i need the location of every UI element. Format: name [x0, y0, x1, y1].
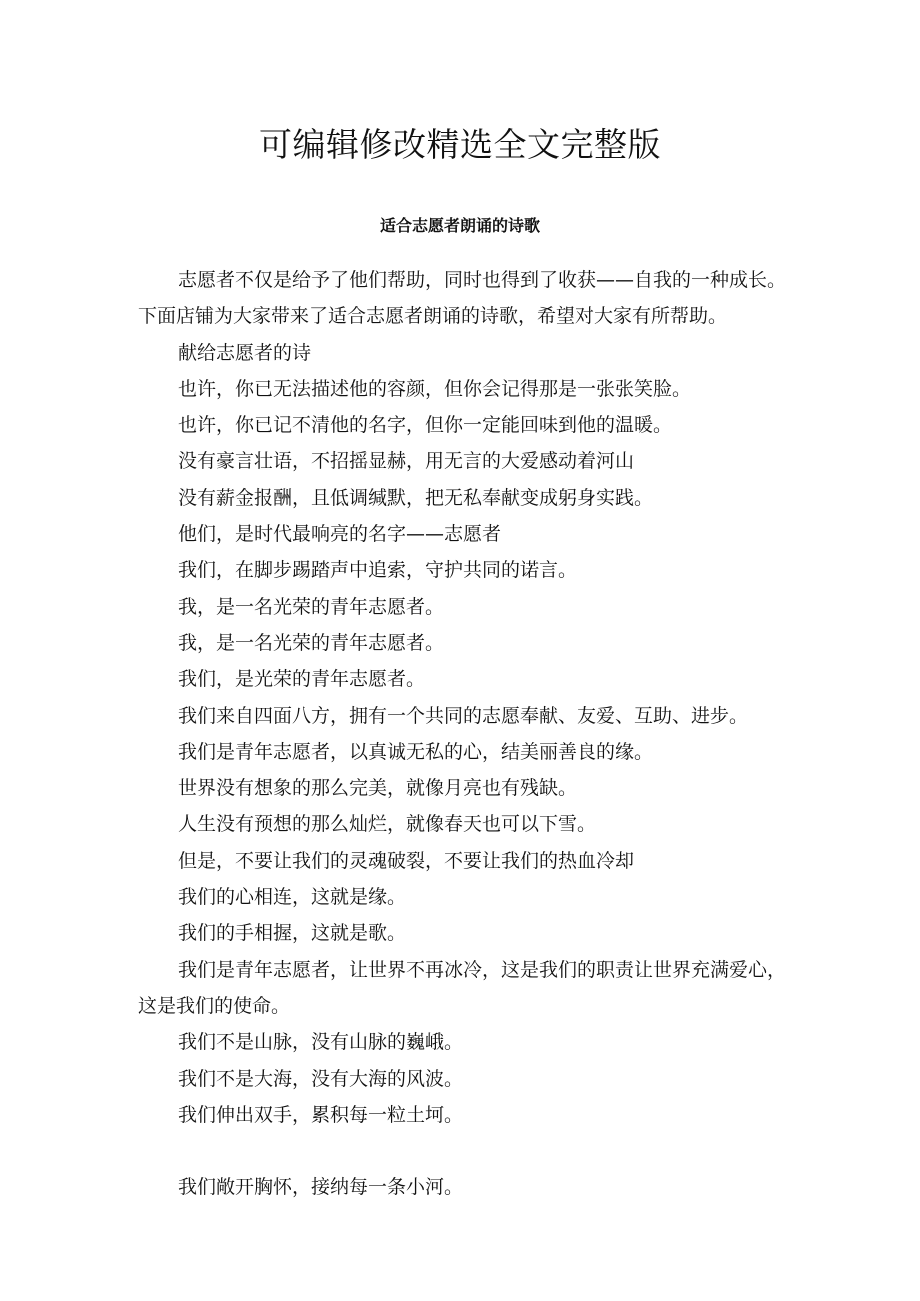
- poem-line: 我，是一名光荣的青年志愿者。: [178, 595, 445, 618]
- duty-paragraph: [138, 952, 798, 1025]
- poem-line: 我们是青年志愿者，以真诚无私的心，结美丽善良的缘。: [178, 740, 654, 763]
- poem-line: 我们，在脚步踢踏声中追索，守护共同的诺言。: [178, 559, 578, 582]
- poem-line: 我们的心相连，这就是缘。: [178, 886, 407, 909]
- blank-line: [138, 1133, 798, 1169]
- poem-line: 人生没有预想的那么灿烂，就像春天也可以下雪。: [178, 813, 597, 836]
- poem-line: 我们的手相握，这就是歌。: [178, 922, 407, 945]
- poem-line: 我们，是光荣的青年志愿者。: [178, 668, 426, 691]
- intro-paragraph: [138, 262, 798, 335]
- intro-line: 长。下面店铺为大家带来了适合志愿者朗诵的诗歌，希望对大家有所帮助。: [138, 269, 787, 328]
- poem-line: 我们伸出双手，累积每一粒土坷。: [178, 1103, 464, 1126]
- poem-line-last: 我们敞开胸怀，接纳每一条小河。: [178, 1176, 464, 1199]
- poem-line: 我们不是山脉，没有山脉的巍峨。: [178, 1031, 464, 1054]
- document-body: [138, 262, 798, 1205]
- intro-line: 志愿者不仅是给予了他们帮助，同时也得到了收获——自我的一种成: [178, 269, 749, 291]
- poem-line: 也许，你已记不清他的名字，但你一定能回味到他的温暖。: [178, 414, 673, 437]
- poem-line: 没有豪言壮语，不招摇显赫，用无言的大爱感动着河山: [178, 450, 635, 473]
- poem-line: 也许，你已无法描述他的容颜，但你会记得那是一张张笑脸。: [178, 377, 692, 400]
- poem-line: 我，是一名光荣的青年志愿者。: [178, 631, 445, 654]
- poem-line: 世界没有想象的那么完美，就像月亮也有残缺。: [178, 777, 578, 800]
- poem-title: 适合志愿者朗诵的诗歌: [379, 216, 540, 235]
- poem-line: 但是，不要让我们的灵魂破裂，不要让我们的热血冷却: [178, 849, 635, 872]
- poem-line: 没有薪金报酬，且低调缄默，把无私奉献变成躬身实践。: [178, 486, 654, 509]
- poem-line: 献给志愿者的诗: [178, 341, 312, 364]
- poem-line: 我们不是大海，没有大海的风波。: [178, 1067, 464, 1090]
- document-header-title: 可编辑修改精选全文完整版: [259, 125, 661, 164]
- duty-line: 我们是青年志愿者，让世界不再冰冷，这是我们的职责让世界充满爱: [178, 958, 749, 981]
- poem-line: 他们，是时代最响亮的名字——志愿者: [178, 523, 502, 546]
- poem-line: 我们来自四面八方，拥有一个共同的志愿奉献、友爱、互助、进步。: [178, 704, 749, 727]
- duty-line: 心，这是我们的使命。: [138, 958, 787, 1017]
